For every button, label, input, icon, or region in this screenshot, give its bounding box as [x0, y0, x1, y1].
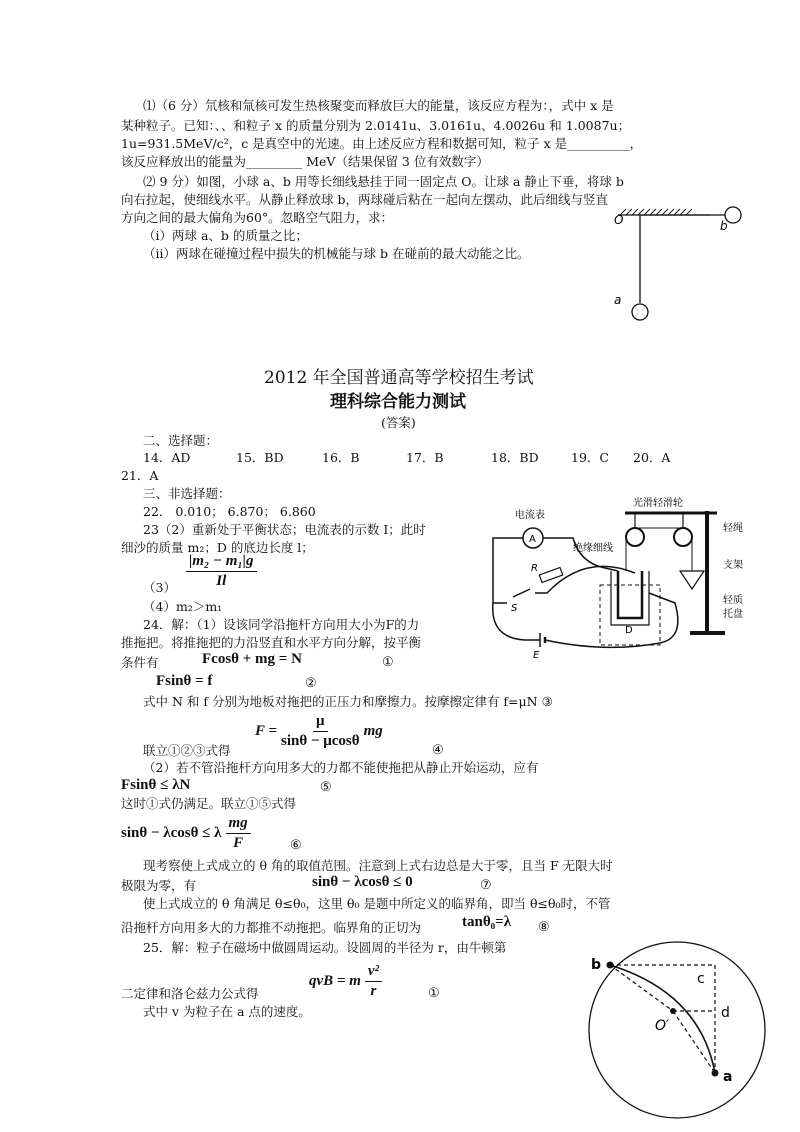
answer-23-line2: 细沙的质量 m₂；D 的底边长度 l； — [121, 540, 314, 555]
label-b-point: b — [591, 957, 602, 973]
label-A: A — [529, 534, 536, 545]
equation-6-number: ⑥ — [290, 838, 302, 853]
pulley-left — [626, 528, 644, 546]
fraction-denominator: Il — [216, 572, 227, 589]
answer-24-line10: 使上式成立的 θ 角满足 θ≤θ₀，这里 θ₀ 是题中所定义的临界角，即当 θ≤θ₀时，不管 — [143, 896, 611, 911]
eq9-lhs: qvB = m — [309, 972, 361, 989]
q2-line1: ⑵ 9 分）如图，小球 a、b 用等长细线悬挂于同一固定点 O。让球 a 静止下垂，将球 b — [143, 174, 624, 189]
label-tray-1: 轻质 — [723, 595, 743, 606]
label-stand: 支架 — [723, 560, 743, 571]
answer-24-line6: （2）若不管沿拖杆方向用多大的力都不能使拖把从静止开始运动，应有 — [143, 760, 539, 775]
eq6-numerator: mg — [226, 814, 251, 834]
magnetic-field-circle-figure — [585, 933, 770, 1128]
choice-17: 17．B — [406, 450, 444, 465]
choice-18: 18．BD — [491, 450, 539, 465]
choice-16: 16．B — [322, 450, 360, 465]
eq9-denominator: r — [370, 982, 377, 999]
q1-line4: 该反应释放出的能量为_________ MeV（结果保留 3 位有效数字） — [121, 154, 489, 169]
equation-1-number: ① — [382, 655, 394, 670]
answer-23-3: （3） — [143, 580, 176, 595]
answer-24-line8: 现考察使上式成立的 θ 角的取值范围。注意到上式右边总是大于零，且当 F 无限大时 — [143, 858, 613, 873]
label-R: R — [531, 563, 538, 574]
label-c-point: c — [697, 971, 705, 987]
eq4-numerator: μ — [313, 712, 328, 732]
equation-8-number: ⑧ — [538, 920, 550, 935]
choice-15: 15．BD — [236, 450, 284, 465]
equation-7-number: ⑦ — [480, 878, 492, 893]
answer-25-line1: 25．解：粒子在磁场中做圆周运动。设圆周的半径为 r，由牛顿第 — [143, 940, 507, 955]
answer-24-line2: 推拖把。将推拖把的力沿竖直和水平方向分解，按平衡 — [121, 635, 422, 650]
answer-24-line5: 联立①②③式得 — [143, 743, 231, 758]
label-rope: 轻绳 — [723, 523, 743, 534]
label-a: a — [614, 293, 622, 307]
answer-24-line1: 24．解：（1）设该同学沿拖杆方向用大小为F的力 — [143, 617, 420, 632]
answer-23-fraction — [186, 552, 257, 591]
equation-7: sinθ − λcosθ ≤ 0 — [312, 874, 413, 890]
answer-24-line4: 式中 N 和 f 分别为地板对拖把的正压力和摩擦力。按摩擦定律有 f=μN ③ — [143, 694, 553, 709]
q1-line2: 某种粒子。已知：、、和粒子 x 的质量分别为 2.0141u、3.0161u、4.0026u 和 1.0087u； — [121, 118, 631, 133]
apparatus-figure — [485, 493, 760, 668]
label-E: E — [533, 650, 540, 661]
answer-22: 22． 0.010； 6.870； 6.860 — [143, 504, 316, 519]
q2-line5: （ii）两球在碰撞过程中损失的机械能与球 b 在碰前的最大动能之比。 — [143, 246, 530, 261]
section-choice: 二、选择题： — [143, 433, 219, 448]
label-insulated-thread: 绝缘细线 — [573, 543, 613, 554]
q2-line4: （i）两球 a、b 的质量之比； — [143, 228, 308, 243]
label-tray-2: 托盘 — [723, 609, 743, 620]
equation-8: tanθ₀=λ — [462, 914, 512, 930]
eq4-rhs: mg — [363, 722, 383, 739]
q1-line1: ⑴（6 分）氘核和氚核可发生热核聚变而释放巨大的能量，该反应方程为：，式中 x 是 — [143, 98, 614, 113]
label-a-point: a — [723, 1069, 733, 1085]
q2-line3: 方向之间的最大偏角为60°。忽略空气阻力，求： — [121, 210, 394, 225]
page-title: 2012 年全国普通高等学校招生考试 — [264, 368, 534, 388]
pulley-right — [674, 528, 692, 546]
eq9-numerator: v² — [365, 962, 382, 982]
equation-9 — [309, 962, 382, 1001]
label-S: S — [511, 603, 518, 614]
q1-line3: 1u=931.5MeV/c²，c 是真空中的光速。由上述反应方程和数据可知，粒子 x 是__________， — [121, 136, 643, 151]
answer-25-line3: 式中 v 为粒子在 a 点的速度。 — [143, 1004, 311, 1019]
equation-2: Fsinθ = f — [156, 673, 213, 689]
equation-4 — [255, 712, 383, 751]
equation-1: Fcosθ + mg = N — [202, 651, 302, 667]
choice-14: 14．AD — [143, 450, 191, 465]
eq4-denominator: sinθ − μcosθ — [281, 732, 360, 749]
label-d-point: d — [721, 1005, 730, 1021]
ball-a — [632, 304, 648, 320]
equation-9-number: ① — [428, 986, 440, 1001]
equation-4-number: ④ — [432, 743, 444, 758]
answer-24-line9: 极限为零，有 — [121, 878, 197, 893]
answer-24-line7: 这时①式仍满足。联立①⑤式得 — [121, 796, 297, 811]
choice-19: 19．C — [571, 450, 609, 465]
choice-20: 20．A — [633, 450, 671, 465]
equation-6 — [121, 814, 251, 853]
eq6-lhs: sinθ − λcosθ ≤ λ — [121, 824, 222, 841]
pendulum-figure — [600, 200, 760, 330]
q2-line2: 向右拉起，使细线水平。从静止释放球 b，两球碰后粘在一起向左摆动，此后细线与竖直 — [121, 192, 608, 207]
answer-25-line2: 二定律和洛仑兹力公式得 — [121, 986, 259, 1001]
label-ammeter: 电流表 — [515, 510, 545, 521]
label-D: D — [625, 625, 633, 636]
fraction-numerator: |m₂ − m₁|g — [186, 552, 257, 572]
answer-24-line11: 沿拖杆方向用多大的力都推不动拖把。临界角的正切为 — [121, 920, 422, 935]
section-nonchoice: 三、非选择题： — [143, 486, 231, 501]
equation-2-number: ② — [305, 676, 317, 691]
answer-24-line3: 条件有 — [121, 655, 159, 670]
label-pulley: 光滑轻滑轮 — [633, 498, 683, 509]
equation-5: Fsinθ ≤ λN — [121, 777, 191, 793]
choice-21: 21．A — [121, 468, 159, 483]
eq4-lhs: F = — [255, 722, 278, 739]
label-b: b — [720, 219, 728, 233]
page-subtitle: 理科综合能力测试 — [330, 392, 466, 412]
label-o: O — [614, 213, 624, 227]
equation-5-number: ⑤ — [320, 780, 332, 795]
answer-note: (答案) — [381, 415, 416, 430]
eq6-denominator: F — [233, 834, 244, 851]
answer-23-4: （4）m₂＞m₁ — [143, 599, 223, 614]
answer-23-line1: 23（2）重新处于平衡状态；电流表的示数 I；此时 — [143, 522, 426, 537]
label-center: O′ — [655, 1018, 670, 1034]
